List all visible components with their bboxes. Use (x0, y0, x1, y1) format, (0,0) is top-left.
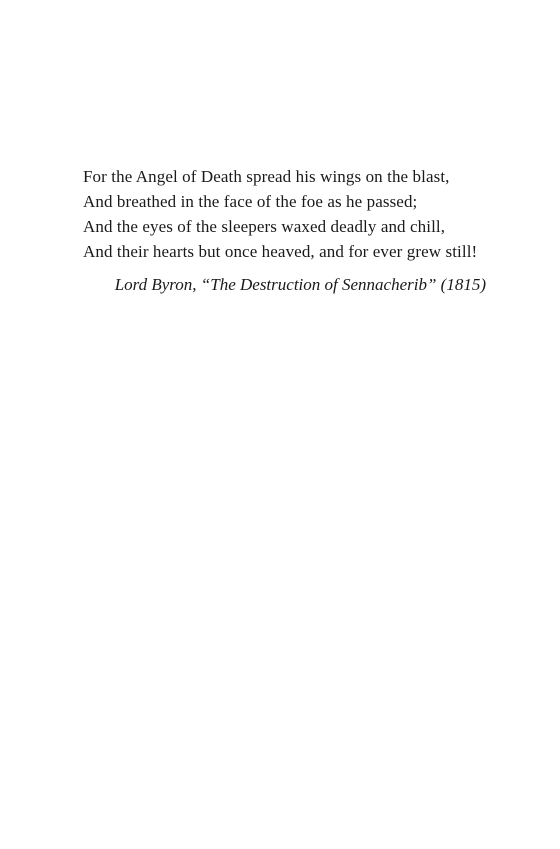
poem-line: For the Angel of Death spread his wings on the blast, (83, 167, 450, 186)
poem-line: And the eyes of the sleepers waxed deadly and chill, (83, 217, 446, 236)
poem-line: And their hearts but once heaved, and for ever grew still! (83, 242, 478, 261)
epigraph-attribution: Lord Byron, “The Destruction of Sennacherib” (1815) (114, 275, 486, 294)
poem-stanza (83, 164, 503, 264)
poem-line: And breathed in the face of the foe as he passed; (83, 192, 418, 211)
epigraph-block (83, 164, 503, 297)
